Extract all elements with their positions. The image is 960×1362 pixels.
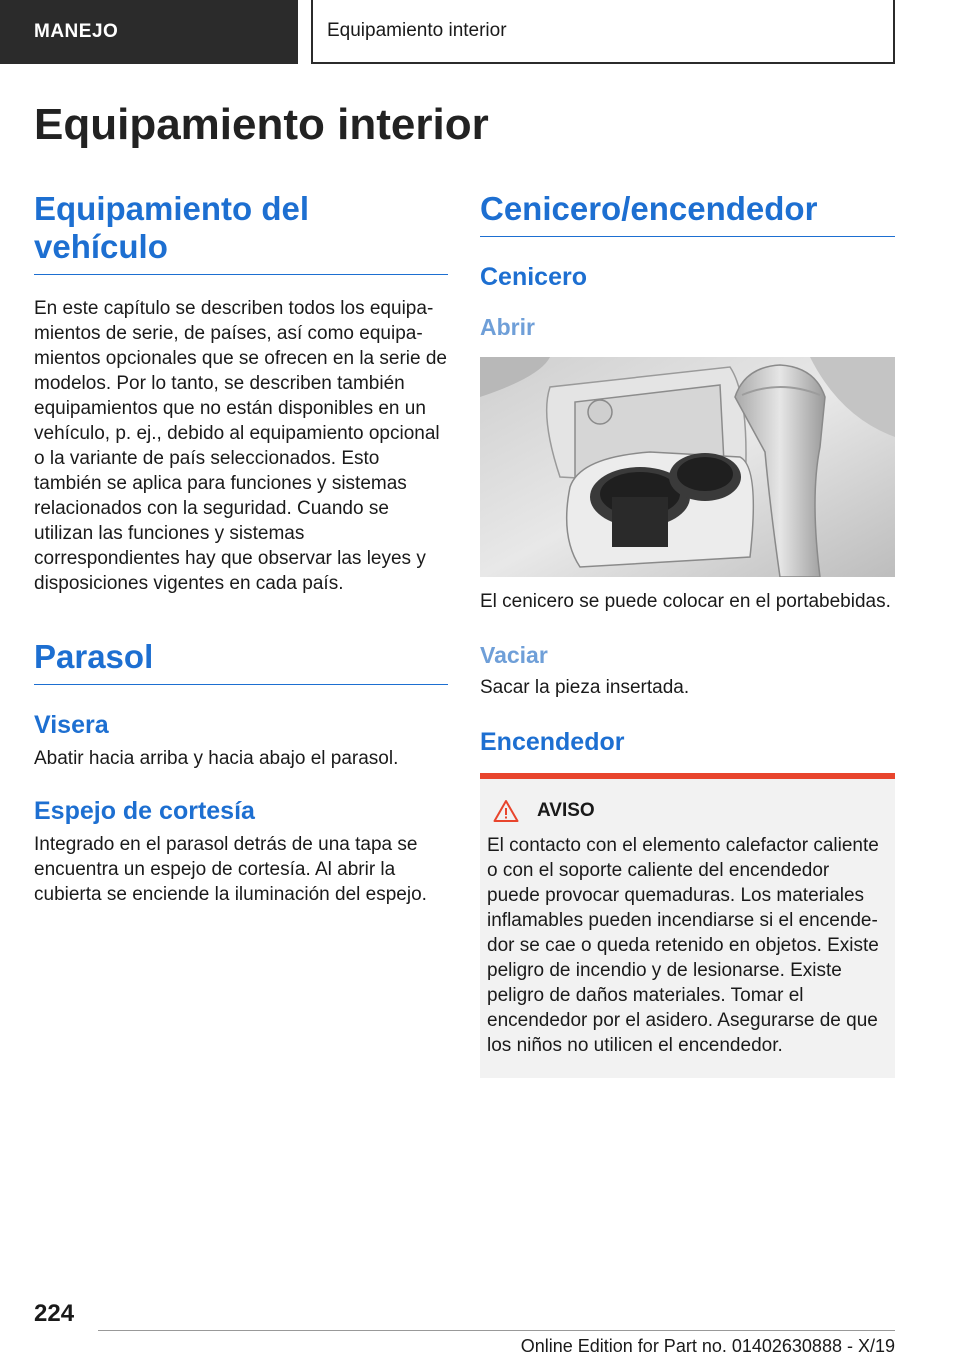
subsection-title-visera: Visera xyxy=(34,711,109,739)
footer-edition-text: Online Edition for Part no. 01402630888 - X/19 xyxy=(520,1336,895,1356)
subsection-title-espejo: Espejo de cortesía xyxy=(34,797,255,825)
right-column xyxy=(480,190,895,1078)
page-number: 224 xyxy=(34,1300,75,1327)
left-column xyxy=(34,190,448,907)
page-title: Equipamiento interior xyxy=(34,100,489,149)
subsection-title-abrir: Abrir xyxy=(480,314,535,340)
header-section-label: MANEJO xyxy=(34,21,119,42)
subsection-title-cenicero: Cenicero xyxy=(480,263,587,291)
header-section-tab xyxy=(0,0,298,64)
warning-body: El contacto con el elemento calefactor caliente o con el soporte caliente del encendedor puede provocar quemaduras. Los materiales inflamables pueden incendiarse si el encendedor se cae o queda retenido en objetos. Existe peligro de incendio y de lesionarse. Existe peligro de daños materiales. Tomar el encendedor por el asidero. Asegurarse de que los niños no utilicen el encendedor. xyxy=(487,835,879,1056)
header-topic-label: Equipamiento interior xyxy=(327,20,507,41)
subsection-title-vaciar: Vaciar xyxy=(480,642,548,668)
espejo-body: Integrado en el parasol detrás de una tapa se encuentra un espejo de cortesía. Al abrir la cubierta se enciende la iluminación del espejo. xyxy=(34,834,427,905)
warning-triangle-icon xyxy=(493,799,519,823)
header-topic-tab xyxy=(311,0,895,64)
warning-header xyxy=(487,799,883,823)
subsection-title-encendedor: Encendedor xyxy=(480,728,625,756)
section-title-cenicero-encendedor: Cenicero/encendedor xyxy=(480,190,895,237)
section-title-equipamiento: Equipamiento del vehículo xyxy=(34,190,448,275)
ashtray-cupholder-photo xyxy=(480,357,895,577)
section-title-parasol: Parasol xyxy=(34,638,448,685)
visera-body: Abatir hacia arriba y hacia abajo el parasol. xyxy=(34,748,399,769)
vaciar-body: Sacar la pieza insertada. xyxy=(480,677,690,698)
equipamiento-body: En este capítulo se describen todos los equipamientos de serie, de países, así como equipamientos opcionales que se ofrecen en la serie de modelos. Por lo tanto, se describen también equipamientos que no están disponibles en un vehículo, p. ej., debido al equipamiento opcional o la variante de país seleccionados. Esto también se aplica para funciones y sistemas relacionados con la seguridad. Cuando se utilizan las funciones y sistemas correspondientes hay que observar las leyes y disposiciones vigentes en cada país. xyxy=(34,298,447,594)
footer-divider xyxy=(98,1330,895,1331)
warning-box xyxy=(480,773,895,1078)
warning-title: AVISO xyxy=(537,800,595,821)
abrir-caption: El cenicero se puede colocar en el portabebidas. xyxy=(480,591,891,612)
